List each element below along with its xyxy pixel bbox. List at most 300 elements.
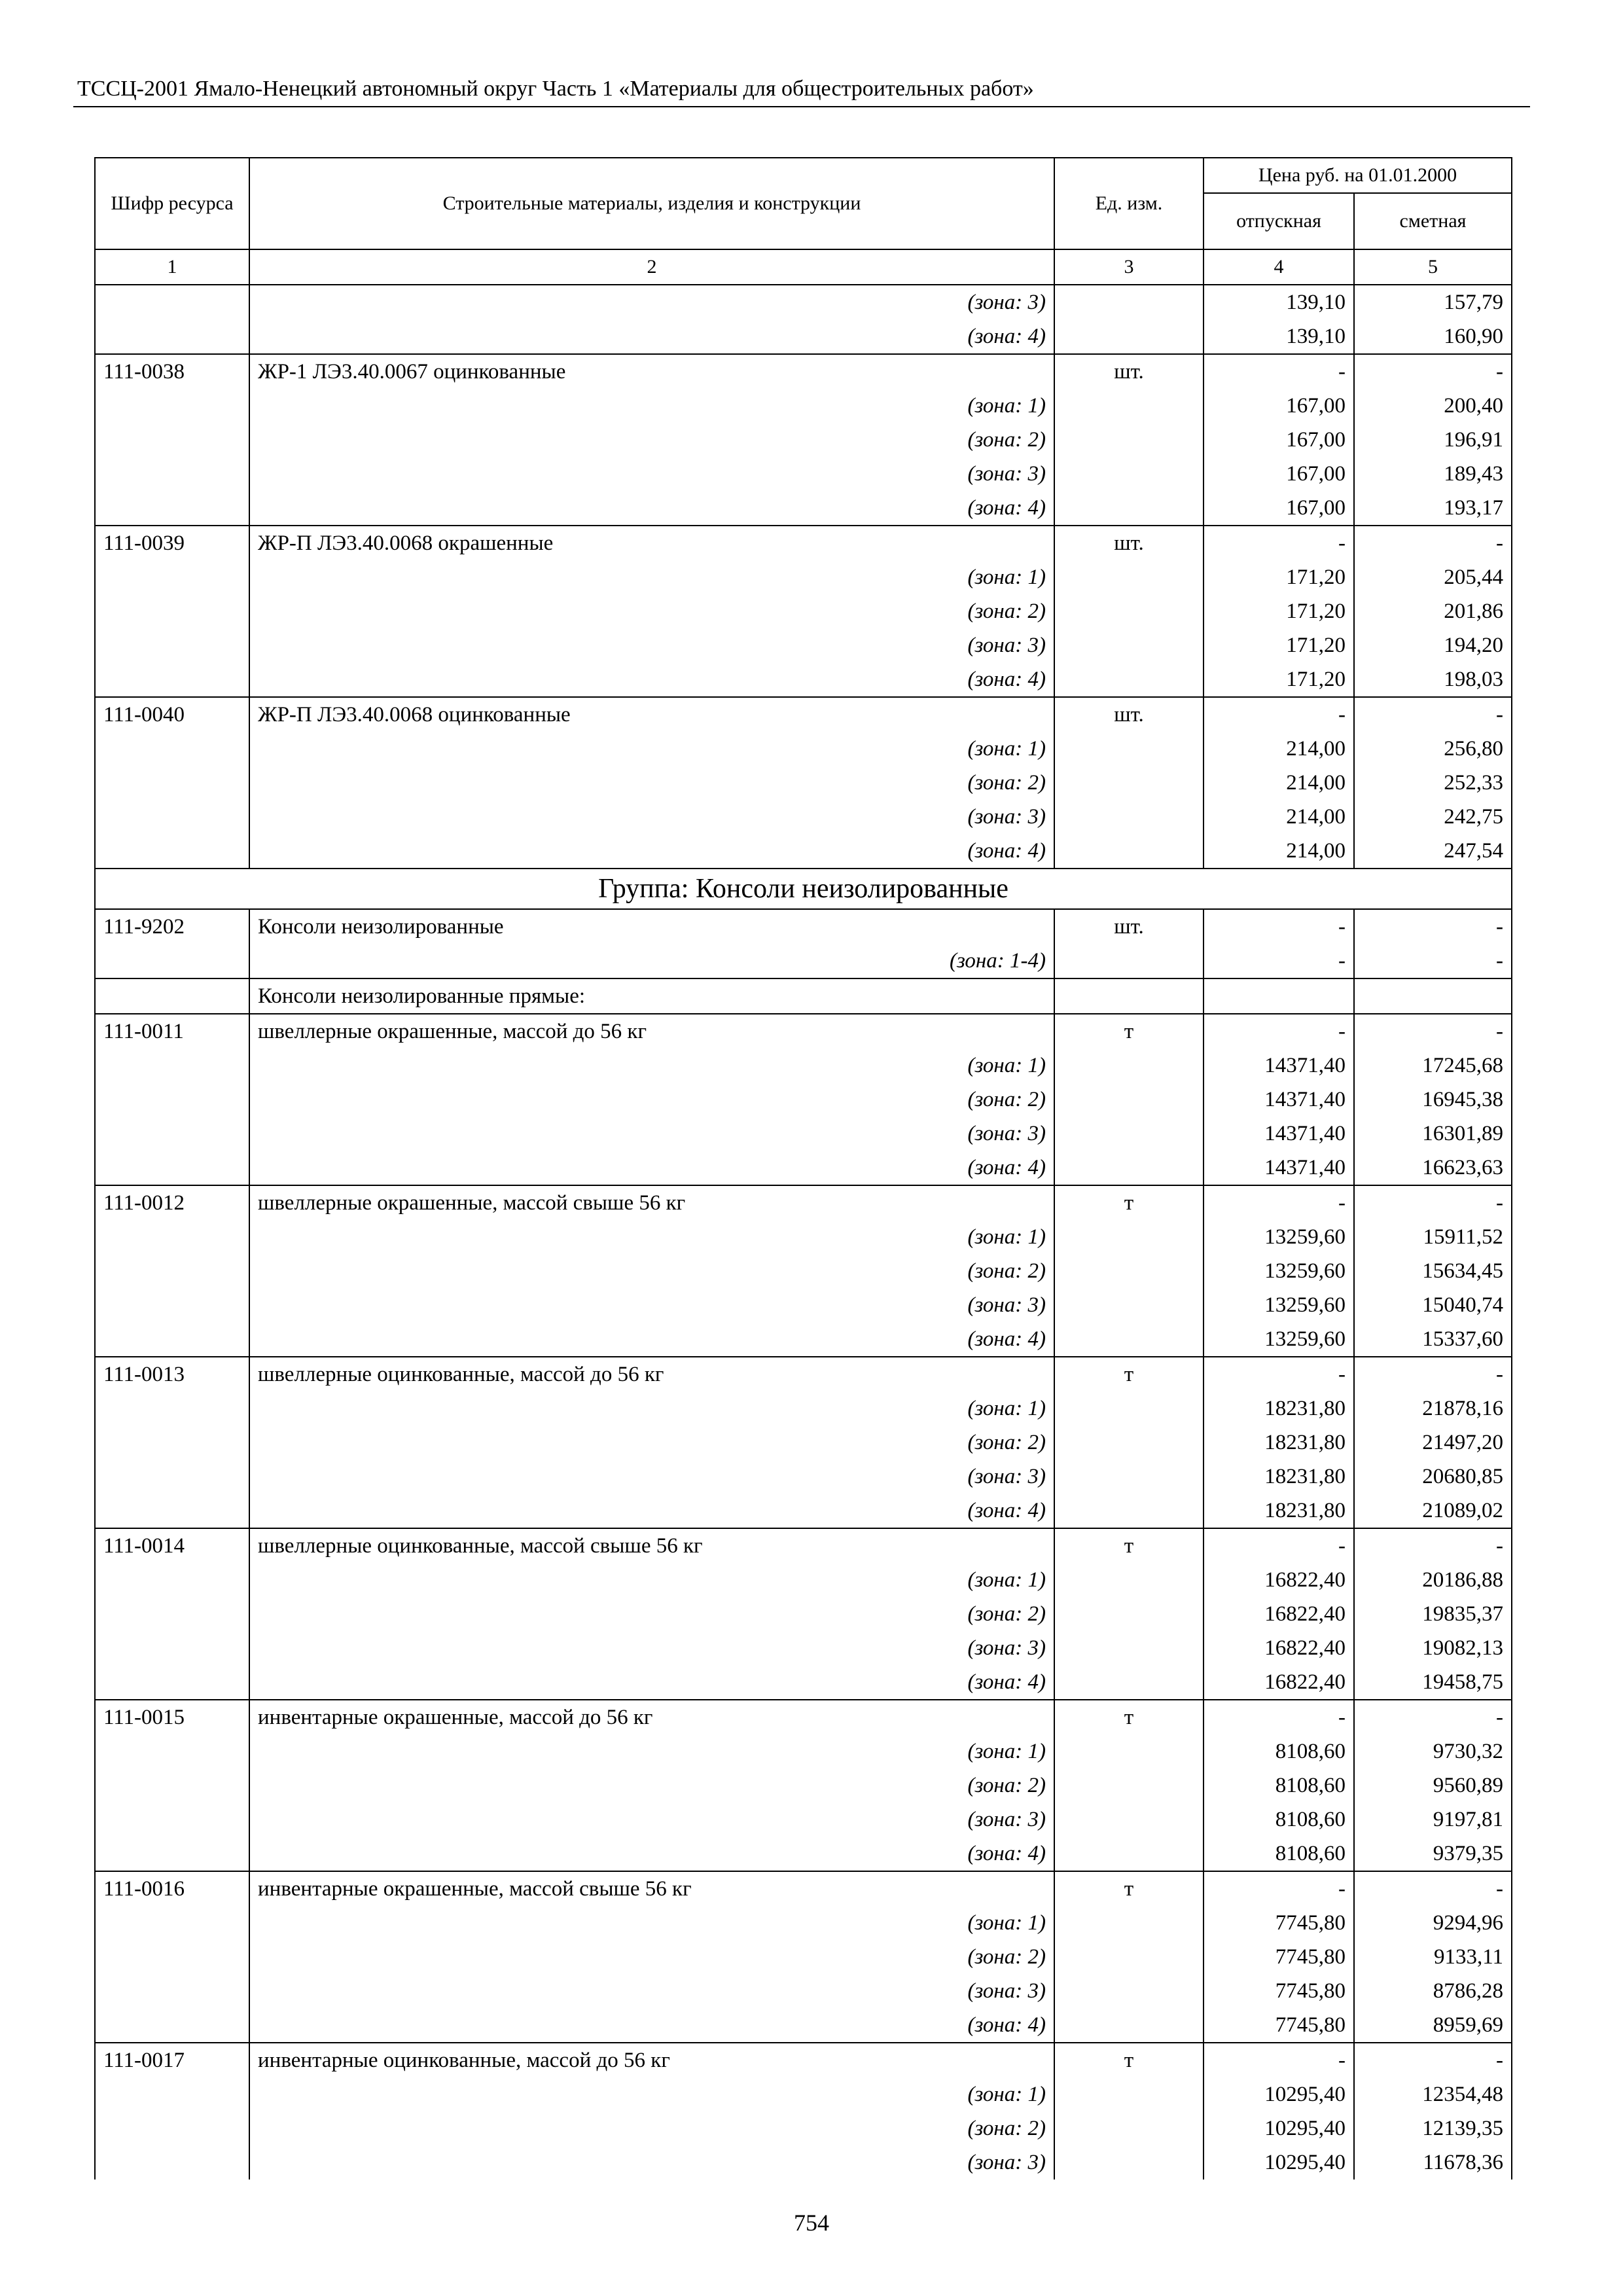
resource-code bbox=[95, 2008, 249, 2043]
unit-cell bbox=[1054, 2008, 1204, 2043]
zone-row bbox=[95, 594, 1512, 628]
release-price: - bbox=[1204, 1357, 1354, 1391]
material-name: швеллерные оцинкованные, массой до 56 кг bbox=[249, 1357, 1054, 1391]
release-price: 8108,60 bbox=[1204, 1837, 1354, 1871]
material-name: швеллерные окрашенные, массой до 56 кг bbox=[249, 1014, 1054, 1049]
unit-cell bbox=[1054, 1254, 1204, 1288]
zone-label: (зона: 2) bbox=[249, 766, 1054, 800]
unit-cell bbox=[1054, 662, 1204, 697]
zone-row bbox=[95, 834, 1512, 869]
release-price: - bbox=[1204, 909, 1354, 944]
release-price: - bbox=[1204, 1700, 1354, 1734]
estimate-price: - bbox=[1354, 2043, 1512, 2077]
estimate-price: 19458,75 bbox=[1354, 1665, 1512, 1700]
resource-code bbox=[95, 944, 249, 978]
unit-cell bbox=[1054, 1906, 1204, 1940]
resource-code bbox=[95, 2145, 249, 2179]
resource-code bbox=[95, 1494, 249, 1528]
resource-code bbox=[95, 457, 249, 491]
estimate-price: 20680,85 bbox=[1354, 1460, 1512, 1494]
material-name: инвентарные окрашенные, массой до 56 кг bbox=[249, 1700, 1054, 1734]
zone-row bbox=[95, 2145, 1512, 2179]
release-price: - bbox=[1204, 1528, 1354, 1563]
zone-label: (зона: 1) bbox=[249, 732, 1054, 766]
zone-row bbox=[95, 800, 1512, 834]
estimate-price: 9730,32 bbox=[1354, 1734, 1512, 1768]
zone-label: (зона: 2) bbox=[249, 1768, 1054, 1803]
resource-code: 111-0038 bbox=[95, 354, 249, 389]
table-row bbox=[95, 697, 1512, 732]
release-price: 7745,80 bbox=[1204, 1940, 1354, 1974]
estimate-price: 256,80 bbox=[1354, 732, 1512, 766]
release-price: - bbox=[1204, 1185, 1354, 1220]
resource-code bbox=[95, 2111, 249, 2145]
table-row bbox=[95, 909, 1512, 944]
estimate-price: 242,75 bbox=[1354, 800, 1512, 834]
unit-cell: т bbox=[1054, 2043, 1204, 2077]
zone-row bbox=[95, 457, 1512, 491]
zone-row bbox=[95, 285, 1512, 319]
zone-label: (зона: 3) bbox=[249, 1288, 1054, 1322]
estimate-price: 15040,74 bbox=[1354, 1288, 1512, 1322]
unit-cell bbox=[1054, 1460, 1204, 1494]
zone-row bbox=[95, 1151, 1512, 1185]
unit-cell bbox=[1054, 1117, 1204, 1151]
zone-label: (зона: 1) bbox=[249, 560, 1054, 594]
unit-cell bbox=[1054, 944, 1204, 978]
zone-row bbox=[95, 1049, 1512, 1083]
resource-code bbox=[95, 594, 249, 628]
estimate-price: 21497,20 bbox=[1354, 1426, 1512, 1460]
table-row bbox=[95, 978, 1512, 1014]
zone-row bbox=[95, 560, 1512, 594]
unit-cell bbox=[1054, 1494, 1204, 1528]
table-row bbox=[95, 1871, 1512, 1906]
resource-code bbox=[95, 560, 249, 594]
resource-code bbox=[95, 628, 249, 662]
zone-label: (зона: 3) bbox=[249, 457, 1054, 491]
unit-cell: шт. bbox=[1054, 354, 1204, 389]
estimate-price: 12139,35 bbox=[1354, 2111, 1512, 2145]
resource-code bbox=[95, 319, 249, 354]
zone-label: (зона: 4) bbox=[249, 1151, 1054, 1185]
zone-row bbox=[95, 1460, 1512, 1494]
material-name: ЖР-П ЛЭ3.40.0068 окрашенные bbox=[249, 526, 1054, 560]
zone-label: (зона: 3) bbox=[249, 285, 1054, 319]
resource-code bbox=[95, 1803, 249, 1837]
zone-row bbox=[95, 2111, 1512, 2145]
zone-label: (зона: 4) bbox=[249, 1494, 1054, 1528]
resource-code bbox=[95, 423, 249, 457]
estimate-price: 16301,89 bbox=[1354, 1117, 1512, 1151]
release-price: 10295,40 bbox=[1204, 2111, 1354, 2145]
unit-cell: шт. bbox=[1054, 909, 1204, 944]
resource-code: 111-0014 bbox=[95, 1528, 249, 1563]
release-price: 214,00 bbox=[1204, 732, 1354, 766]
estimate-price: 8959,69 bbox=[1354, 2008, 1512, 2043]
zone-row bbox=[95, 423, 1512, 457]
resource-code bbox=[95, 1597, 249, 1631]
resource-code: 111-0011 bbox=[95, 1014, 249, 1049]
zone-label: (зона: 3) bbox=[249, 628, 1054, 662]
zone-row bbox=[95, 1906, 1512, 1940]
table-body bbox=[95, 285, 1512, 2179]
zone-label: (зона: 3) bbox=[249, 1803, 1054, 1837]
unit-cell bbox=[1054, 834, 1204, 869]
estimate-price: 193,17 bbox=[1354, 491, 1512, 526]
zone-label: (зона: 1) bbox=[249, 1391, 1054, 1426]
zone-row bbox=[95, 1734, 1512, 1768]
zone-label: (зона: 2) bbox=[249, 1426, 1054, 1460]
unit-cell bbox=[1054, 1974, 1204, 2008]
release-price: 13259,60 bbox=[1204, 1220, 1354, 1254]
zone-row bbox=[95, 662, 1512, 697]
header-code: Шифр ресурса bbox=[95, 158, 249, 249]
unit-cell bbox=[1054, 1288, 1204, 1322]
zone-label: (зона: 3) bbox=[249, 1974, 1054, 2008]
release-price: 18231,80 bbox=[1204, 1391, 1354, 1426]
zone-row bbox=[95, 1494, 1512, 1528]
release-price: 214,00 bbox=[1204, 766, 1354, 800]
zone-row bbox=[95, 319, 1512, 354]
zone-label: (зона: 2) bbox=[249, 1083, 1054, 1117]
unit-cell bbox=[1054, 2145, 1204, 2179]
release-price: 14371,40 bbox=[1204, 1117, 1354, 1151]
resource-code bbox=[95, 1974, 249, 2008]
zone-row bbox=[95, 2008, 1512, 2043]
release-price: 139,10 bbox=[1204, 285, 1354, 319]
estimate-price: 21089,02 bbox=[1354, 1494, 1512, 1528]
resource-code bbox=[95, 2077, 249, 2111]
unit-cell: т bbox=[1054, 1014, 1204, 1049]
estimate-price: 21878,16 bbox=[1354, 1391, 1512, 1426]
estimate-price: - bbox=[1354, 909, 1512, 944]
unit-cell bbox=[1054, 732, 1204, 766]
estimate-price: 12354,48 bbox=[1354, 2077, 1512, 2111]
zone-label: (зона: 1) bbox=[249, 1049, 1054, 1083]
release-price: 8108,60 bbox=[1204, 1803, 1354, 1837]
resource-code: 111-0040 bbox=[95, 697, 249, 732]
resource-code bbox=[95, 1631, 249, 1665]
zone-label: (зона: 2) bbox=[249, 2111, 1054, 2145]
release-price: 16822,40 bbox=[1204, 1563, 1354, 1597]
release-price: 8108,60 bbox=[1204, 1734, 1354, 1768]
release-price: 214,00 bbox=[1204, 834, 1354, 869]
unit-cell bbox=[1054, 1631, 1204, 1665]
table-row bbox=[95, 2043, 1512, 2077]
unit-cell bbox=[1054, 2111, 1204, 2145]
unit-cell bbox=[1054, 978, 1204, 1014]
unit-cell bbox=[1054, 1768, 1204, 1803]
estimate-price: 196,91 bbox=[1354, 423, 1512, 457]
resource-code: 111-9202 bbox=[95, 909, 249, 944]
resource-code bbox=[95, 800, 249, 834]
material-name: ЖР-1 ЛЭ3.40.0067 оцинкованные bbox=[249, 354, 1054, 389]
release-price: 171,20 bbox=[1204, 594, 1354, 628]
unit-cell: т bbox=[1054, 1357, 1204, 1391]
release-price: - bbox=[1204, 526, 1354, 560]
estimate-price: 160,90 bbox=[1354, 319, 1512, 354]
estimate-price: - bbox=[1354, 1014, 1512, 1049]
zone-label: (зона: 3) bbox=[249, 1117, 1054, 1151]
resource-code bbox=[95, 1322, 249, 1357]
unit-cell bbox=[1054, 1665, 1204, 1700]
price-table bbox=[94, 157, 1512, 2179]
resource-code bbox=[95, 732, 249, 766]
unit-cell bbox=[1054, 1049, 1204, 1083]
release-price: 16822,40 bbox=[1204, 1665, 1354, 1700]
release-price: 167,00 bbox=[1204, 389, 1354, 423]
release-price: 14371,40 bbox=[1204, 1151, 1354, 1185]
zone-row bbox=[95, 1974, 1512, 2008]
unit-cell bbox=[1054, 1220, 1204, 1254]
estimate-price: 205,44 bbox=[1354, 560, 1512, 594]
release-price: - bbox=[1204, 2043, 1354, 2077]
release-price: - bbox=[1204, 1871, 1354, 1906]
page-number: 754 bbox=[794, 2210, 829, 2236]
resource-code bbox=[95, 1117, 249, 1151]
resource-code bbox=[95, 662, 249, 697]
zone-label: (зона: 3) bbox=[249, 1460, 1054, 1494]
release-price: 8108,60 bbox=[1204, 1768, 1354, 1803]
resource-code bbox=[95, 1083, 249, 1117]
header-release-price: отпускная bbox=[1204, 193, 1354, 249]
estimate-price: - bbox=[1354, 1185, 1512, 1220]
material-name: ЖР-П ЛЭ3.40.0068 оцинкованные bbox=[249, 697, 1054, 732]
release-price: 14371,40 bbox=[1204, 1049, 1354, 1083]
estimate-price: 8786,28 bbox=[1354, 1974, 1512, 2008]
estimate-price: 157,79 bbox=[1354, 285, 1512, 319]
estimate-price: - bbox=[1354, 1871, 1512, 1906]
unit-cell bbox=[1054, 1734, 1204, 1768]
header-rule bbox=[73, 106, 1530, 107]
resource-code bbox=[95, 834, 249, 869]
group-row bbox=[95, 869, 1512, 909]
column-number: 5 bbox=[1354, 249, 1512, 285]
estimate-price: - bbox=[1354, 697, 1512, 732]
unit-cell bbox=[1054, 1391, 1204, 1426]
release-price: 14371,40 bbox=[1204, 1083, 1354, 1117]
resource-code bbox=[95, 1734, 249, 1768]
header-unit: Ед. изм. bbox=[1054, 158, 1204, 249]
estimate-price: 9379,35 bbox=[1354, 1837, 1512, 1871]
unit-cell bbox=[1054, 1563, 1204, 1597]
unit-cell bbox=[1054, 1083, 1204, 1117]
resource-code: 111-0012 bbox=[95, 1185, 249, 1220]
estimate-price: 200,40 bbox=[1354, 389, 1512, 423]
zone-row bbox=[95, 944, 1512, 978]
resource-code: 111-0015 bbox=[95, 1700, 249, 1734]
zone-label: (зона: 1) bbox=[249, 1563, 1054, 1597]
unit-cell: шт. bbox=[1054, 526, 1204, 560]
estimate-price: 15911,52 bbox=[1354, 1220, 1512, 1254]
zone-label: (зона: 3) bbox=[249, 2145, 1054, 2179]
estimate-price bbox=[1354, 978, 1512, 1014]
zone-row bbox=[95, 2077, 1512, 2111]
zone-label: (зона: 1) bbox=[249, 389, 1054, 423]
resource-code bbox=[95, 1940, 249, 1974]
release-price: 171,20 bbox=[1204, 628, 1354, 662]
zone-row bbox=[95, 1220, 1512, 1254]
unit-cell bbox=[1054, 285, 1204, 319]
unit-cell bbox=[1054, 766, 1204, 800]
resource-code bbox=[95, 1391, 249, 1426]
zone-row bbox=[95, 732, 1512, 766]
unit-cell bbox=[1054, 457, 1204, 491]
estimate-price: 19082,13 bbox=[1354, 1631, 1512, 1665]
resource-code bbox=[95, 1563, 249, 1597]
estimate-price: 15634,45 bbox=[1354, 1254, 1512, 1288]
unit-cell bbox=[1054, 389, 1204, 423]
zone-row bbox=[95, 628, 1512, 662]
resource-code bbox=[95, 389, 249, 423]
release-price: 171,20 bbox=[1204, 560, 1354, 594]
resource-code bbox=[95, 1220, 249, 1254]
estimate-price: - bbox=[1354, 944, 1512, 978]
column-number: 4 bbox=[1204, 249, 1354, 285]
release-price: 7745,80 bbox=[1204, 2008, 1354, 2043]
header-price-group: Цена руб. на 01.01.2000 bbox=[1204, 158, 1512, 193]
estimate-price: - bbox=[1354, 526, 1512, 560]
unit-cell bbox=[1054, 628, 1204, 662]
release-price: - bbox=[1204, 354, 1354, 389]
resource-code bbox=[95, 1049, 249, 1083]
zone-label: (зона: 4) bbox=[249, 2008, 1054, 2043]
table-row bbox=[95, 1014, 1512, 1049]
estimate-price: 247,54 bbox=[1354, 834, 1512, 869]
estimate-price: 20186,88 bbox=[1354, 1563, 1512, 1597]
release-price: 167,00 bbox=[1204, 491, 1354, 526]
zone-label: (зона: 2) bbox=[249, 1597, 1054, 1631]
resource-code bbox=[95, 1768, 249, 1803]
estimate-price: - bbox=[1354, 1528, 1512, 1563]
resource-code bbox=[95, 766, 249, 800]
release-price: 10295,40 bbox=[1204, 2145, 1354, 2179]
material-name: Консоли неизолированные прямые: bbox=[249, 978, 1054, 1014]
estimate-price: - bbox=[1354, 1700, 1512, 1734]
unit-cell bbox=[1054, 1322, 1204, 1357]
zone-row bbox=[95, 491, 1512, 526]
release-price: 13259,60 bbox=[1204, 1254, 1354, 1288]
estimate-price: 15337,60 bbox=[1354, 1322, 1512, 1357]
zone-label: (зона: 2) bbox=[249, 423, 1054, 457]
release-price: - bbox=[1204, 1014, 1354, 1049]
table-row bbox=[95, 526, 1512, 560]
estimate-price: - bbox=[1354, 354, 1512, 389]
unit-cell bbox=[1054, 1151, 1204, 1185]
estimate-price: 198,03 bbox=[1354, 662, 1512, 697]
resource-code bbox=[95, 1151, 249, 1185]
resource-code bbox=[95, 1288, 249, 1322]
zone-row bbox=[95, 1803, 1512, 1837]
estimate-price: 189,43 bbox=[1354, 457, 1512, 491]
zone-label: (зона: 2) bbox=[249, 594, 1054, 628]
zone-row bbox=[95, 1563, 1512, 1597]
zone-row bbox=[95, 1254, 1512, 1288]
release-price: 18231,80 bbox=[1204, 1460, 1354, 1494]
zone-label: (зона: 1-4) bbox=[249, 944, 1054, 978]
estimate-price: 17245,68 bbox=[1354, 1049, 1512, 1083]
resource-code: 111-0039 bbox=[95, 526, 249, 560]
zone-label: (зона: 4) bbox=[249, 1322, 1054, 1357]
estimate-price: 194,20 bbox=[1354, 628, 1512, 662]
zone-label: (зона: 1) bbox=[249, 1220, 1054, 1254]
unit-cell bbox=[1054, 1803, 1204, 1837]
material-name: швеллерные оцинкованные, массой свыше 56 кг bbox=[249, 1528, 1054, 1563]
release-price: 7745,80 bbox=[1204, 1974, 1354, 2008]
zone-row bbox=[95, 1631, 1512, 1665]
estimate-price: 19835,37 bbox=[1354, 1597, 1512, 1631]
unit-cell: шт. bbox=[1054, 697, 1204, 732]
unit-cell: т bbox=[1054, 1700, 1204, 1734]
unit-cell bbox=[1054, 1426, 1204, 1460]
column-number: 1 bbox=[95, 249, 249, 285]
zone-row bbox=[95, 1768, 1512, 1803]
estimate-price: 9294,96 bbox=[1354, 1906, 1512, 1940]
zone-label: (зона: 4) bbox=[249, 1837, 1054, 1871]
release-price: 167,00 bbox=[1204, 423, 1354, 457]
release-price: 7745,80 bbox=[1204, 1906, 1354, 1940]
estimate-price: 201,86 bbox=[1354, 594, 1512, 628]
unit-cell bbox=[1054, 319, 1204, 354]
material-name: Консоли неизолированные bbox=[249, 909, 1054, 944]
release-price: - bbox=[1204, 944, 1354, 978]
column-number: 3 bbox=[1054, 249, 1204, 285]
zone-label: (зона: 1) bbox=[249, 2077, 1054, 2111]
release-price: 214,00 bbox=[1204, 800, 1354, 834]
zone-label: (зона: 4) bbox=[249, 834, 1054, 869]
table-row bbox=[95, 1528, 1512, 1563]
zone-row bbox=[95, 1083, 1512, 1117]
header-name: Строительные материалы, изделия и конструкции bbox=[249, 158, 1054, 249]
estimate-price: 16945,38 bbox=[1354, 1083, 1512, 1117]
estimate-price: 9133,11 bbox=[1354, 1940, 1512, 1974]
unit-cell bbox=[1054, 423, 1204, 457]
zone-row bbox=[95, 1837, 1512, 1871]
unit-cell bbox=[1054, 1940, 1204, 1974]
zone-label: (зона: 2) bbox=[249, 1940, 1054, 1974]
unit-cell bbox=[1054, 1837, 1204, 1871]
release-price: 18231,80 bbox=[1204, 1494, 1354, 1528]
resource-code: 111-0016 bbox=[95, 1871, 249, 1906]
zone-row bbox=[95, 766, 1512, 800]
column-number: 2 bbox=[249, 249, 1054, 285]
release-price: 13259,60 bbox=[1204, 1288, 1354, 1322]
zone-row bbox=[95, 1322, 1512, 1357]
material-name: инвентарные окрашенные, массой свыше 56 кг bbox=[249, 1871, 1054, 1906]
zone-label: (зона: 1) bbox=[249, 1734, 1054, 1768]
material-name: швеллерные окрашенные, массой свыше 56 кг bbox=[249, 1185, 1054, 1220]
release-price: 18231,80 bbox=[1204, 1426, 1354, 1460]
table-row bbox=[95, 1700, 1512, 1734]
estimate-price: 9560,89 bbox=[1354, 1768, 1512, 1803]
release-price bbox=[1204, 978, 1354, 1014]
table-row bbox=[95, 354, 1512, 389]
estimate-price: 9197,81 bbox=[1354, 1803, 1512, 1837]
zone-label: (зона: 1) bbox=[249, 1906, 1054, 1940]
header-estimate-price: сметная bbox=[1354, 193, 1512, 249]
release-price: 171,20 bbox=[1204, 662, 1354, 697]
running-header: ТССЦ-2001 Ямало-Ненецкий автономный округ Часть 1 «Материалы для общестроительных работ» bbox=[77, 77, 1034, 101]
zone-row bbox=[95, 1391, 1512, 1426]
resource-code bbox=[95, 1906, 249, 1940]
zone-row bbox=[95, 1597, 1512, 1631]
estimate-price: 16623,63 bbox=[1354, 1151, 1512, 1185]
resource-code bbox=[95, 1665, 249, 1700]
resource-code: 111-0013 bbox=[95, 1357, 249, 1391]
release-price: 10295,40 bbox=[1204, 2077, 1354, 2111]
zone-label: (зона: 3) bbox=[249, 800, 1054, 834]
